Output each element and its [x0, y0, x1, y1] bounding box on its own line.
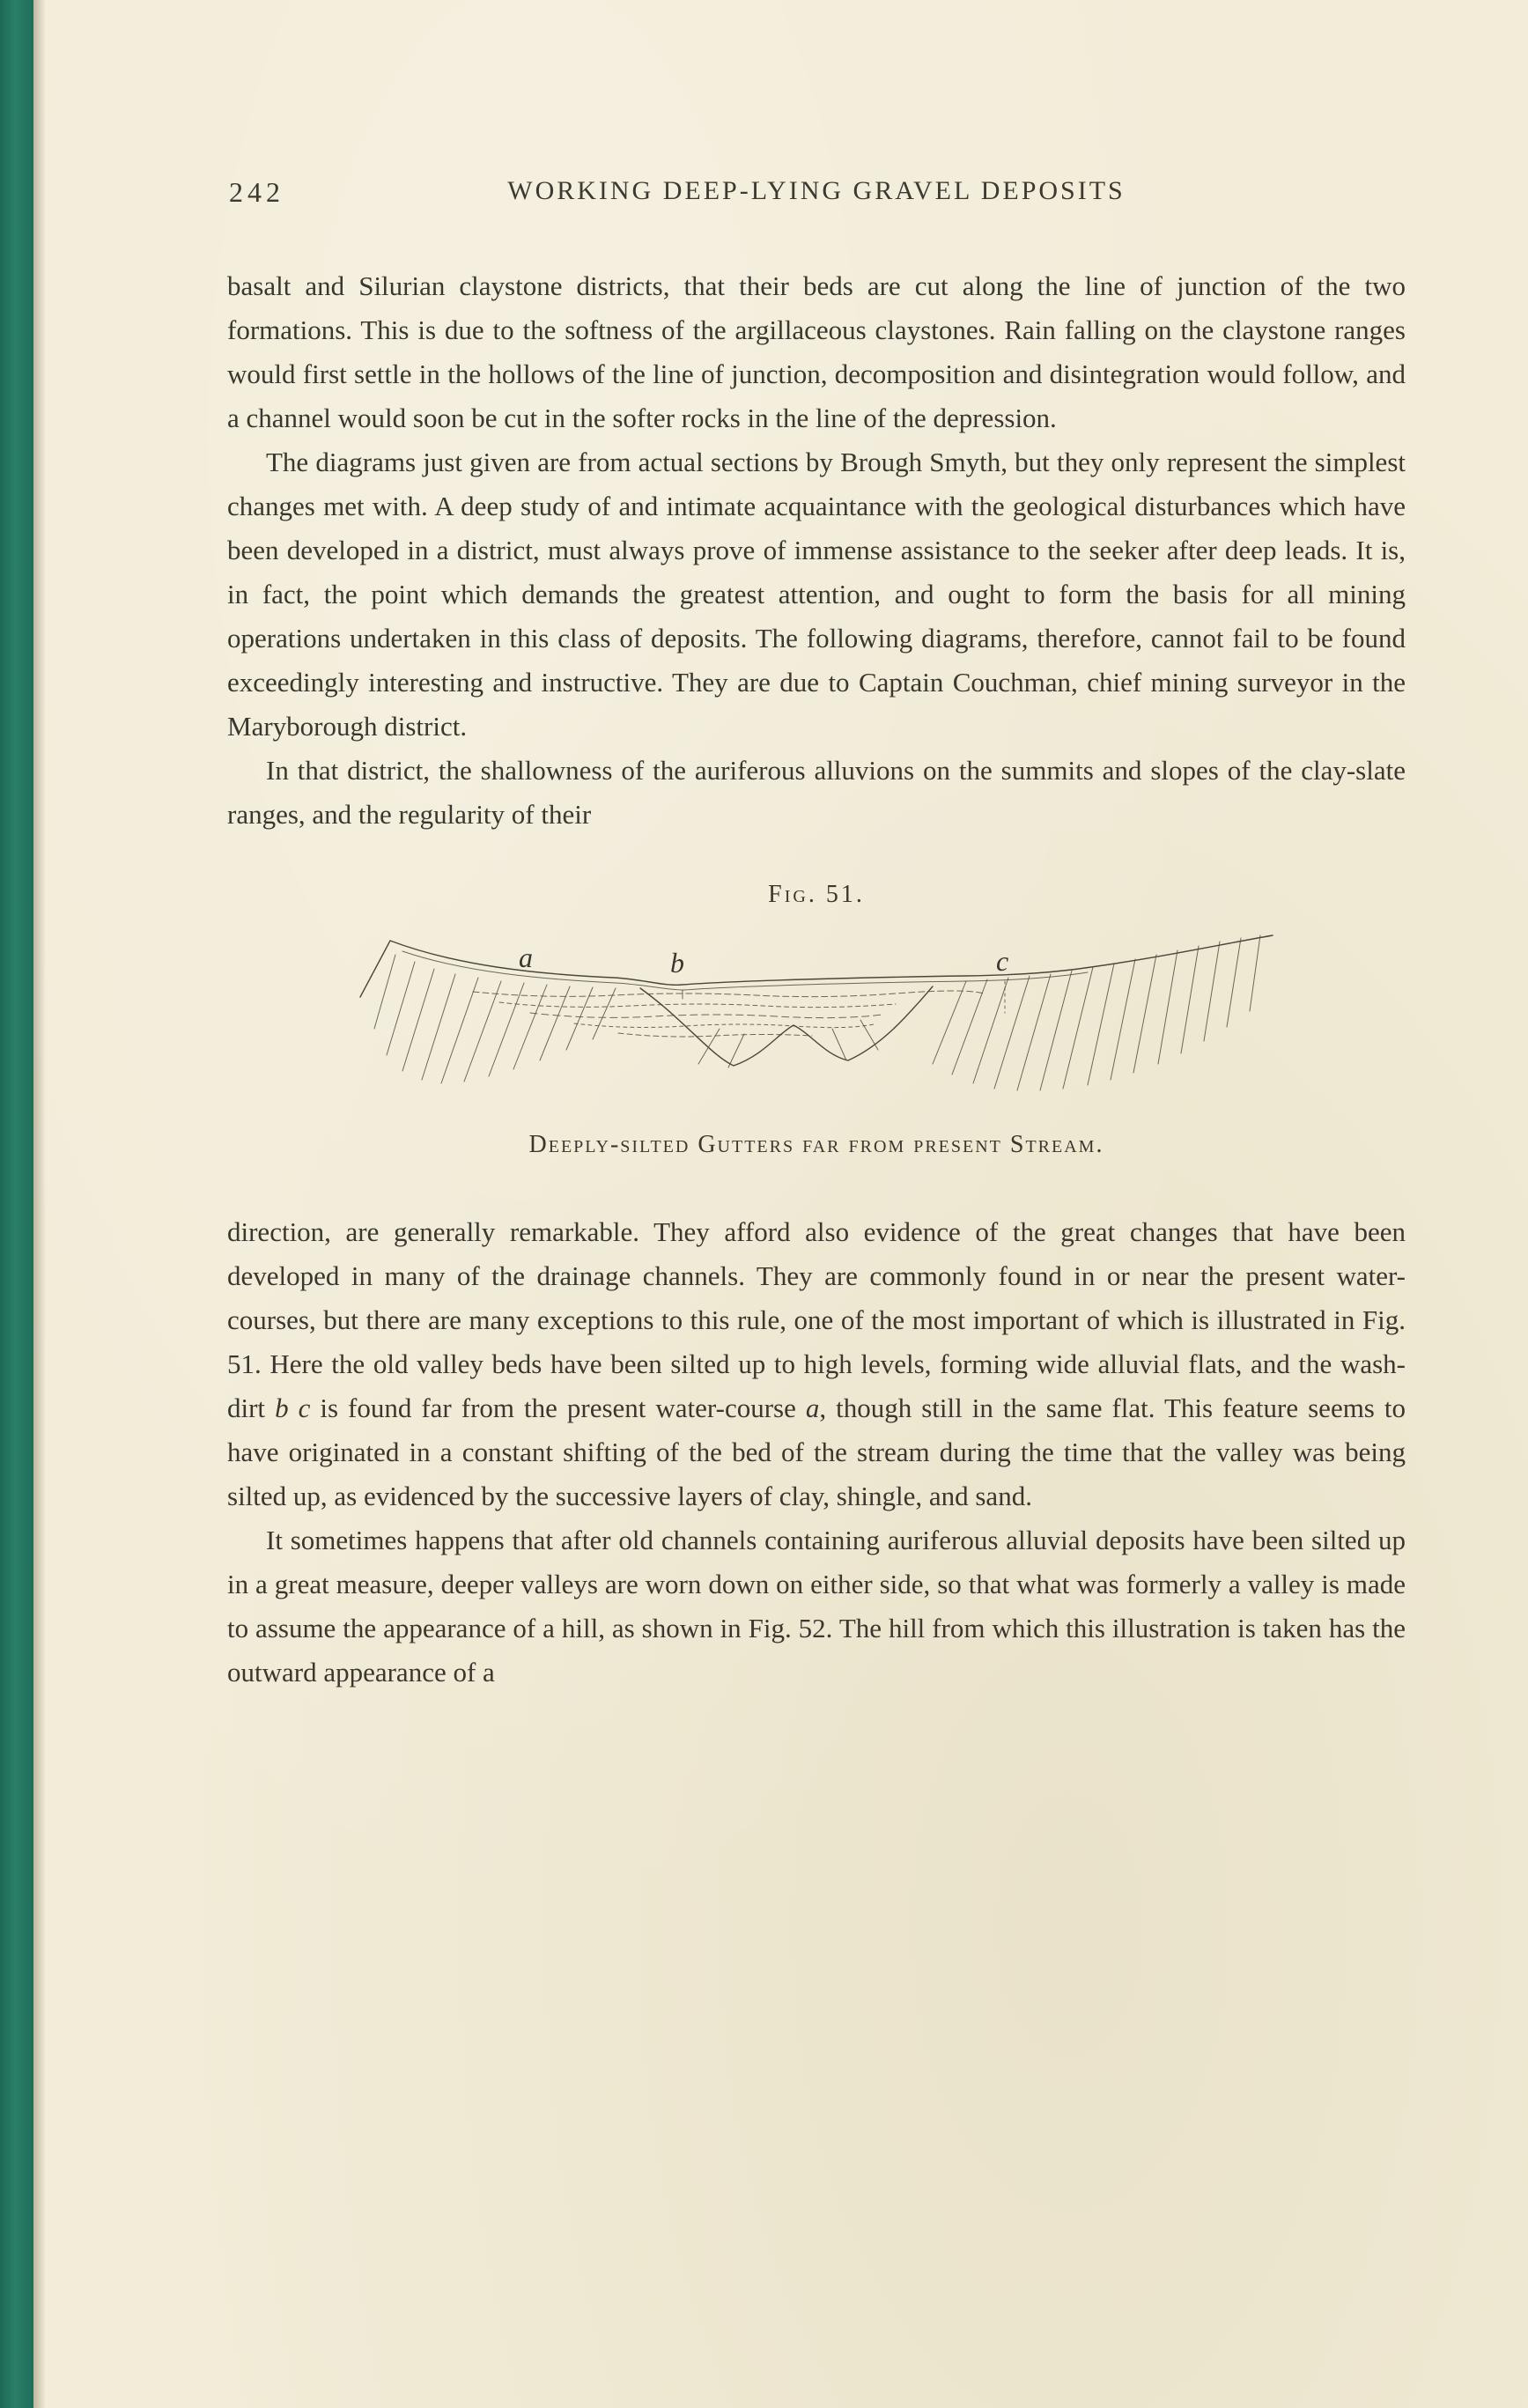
- running-header-title: WORKING DEEP-LYING GRAVEL DEPOSITS: [507, 176, 1126, 205]
- figure-point-b-label: b: [670, 947, 684, 979]
- text-run: direction, are generally remarkable. They afford also evidence of the great changes that have been developed in many of the drainage channels. They are commonly found in or near the present water-courses, but there are many exceptions to this rule, one of the most important of which is illustrated in Fig. 51. Here the old valley beds have been silted up to high levels, forming wide alluvial flats, and the wash-dirt: [227, 1216, 1406, 1423]
- text-run: It sometimes happens that after old channels containing auriferous alluvial deposits have been silted up in a great measure, deeper valleys are worn down on either side, so that what was formerly a valley is made to assume the appearance of a hill, as shown in Fig. 52. The hill from which this illustration is taken has the outward appearance of a: [227, 1525, 1406, 1688]
- paragraph: [227, 1210, 1406, 1518]
- figure: [227, 881, 1406, 1159]
- text-run: The diagrams just given are from actual sections by Brough Smyth, but they only represent the simplest changes met with. A deep study of and intimate acquaintance with the geological disturbances which have been developed in a district, must always prove of immense assistance to the seeker after deep leads. It is, in fact, the point which demands the greatest attention, and ought to form the basis for all mining operations undertaken in this class of deposits. The following diagrams, therefore, cannot fail to be found exceedingly interesting and instructive. They are due to Captain Couchman, chief mining surveyor in the Maryborough district.: [227, 447, 1406, 742]
- figure-point-a-label: a: [519, 942, 533, 973]
- figure-label: Fig. 51.: [768, 881, 865, 908]
- binding-shadow: [33, 0, 46, 2408]
- paragraph: [227, 1518, 1406, 1695]
- paragraph: [227, 440, 1406, 749]
- text-run: In that district, the shallowness of the auriferous alluvions on the summits and slopes of the clay-slate ranges, and the regularity of their: [227, 755, 1406, 830]
- text-run: is found far from the present water-course: [310, 1392, 806, 1423]
- text-block: [227, 176, 1406, 1695]
- body-text-top: [227, 264, 1406, 837]
- running-header: [227, 176, 1406, 217]
- figure-point-c-label: c: [996, 945, 1009, 977]
- body-text-bottom: [227, 1210, 1406, 1695]
- book-binding-edge: [0, 0, 33, 2408]
- italic-text-run: b c: [275, 1392, 311, 1423]
- paragraph: [227, 749, 1406, 837]
- figure-caption: Deeply-silted Gutters far from present Stream.: [528, 1131, 1104, 1158]
- valley-cross-section-drawing: [350, 932, 1283, 1104]
- text-run: , though still in the same flat. This feature seems to have originated in a constant shifting of the bed of the stream during the time that the valley was being silted up, as evidenced by the successive layers of clay, shingle, and sand.: [227, 1392, 1406, 1511]
- italic-text-run: a: [805, 1392, 820, 1423]
- page-number: 242: [229, 176, 284, 208]
- paragraph: [227, 264, 1406, 440]
- figure-sketch: [350, 932, 1283, 1108]
- text-run: basalt and Silurian claystone districts, that their beds are cut along the line of junction of the two formations. This is due to the softness of the argillaceous claystones. Rain falling on the claystone ranges would first settle in the hollows of the line of junction, decomposition and disintegration would follow, and a channel would soon be cut in the softer rocks in the line of the depression.: [227, 270, 1406, 433]
